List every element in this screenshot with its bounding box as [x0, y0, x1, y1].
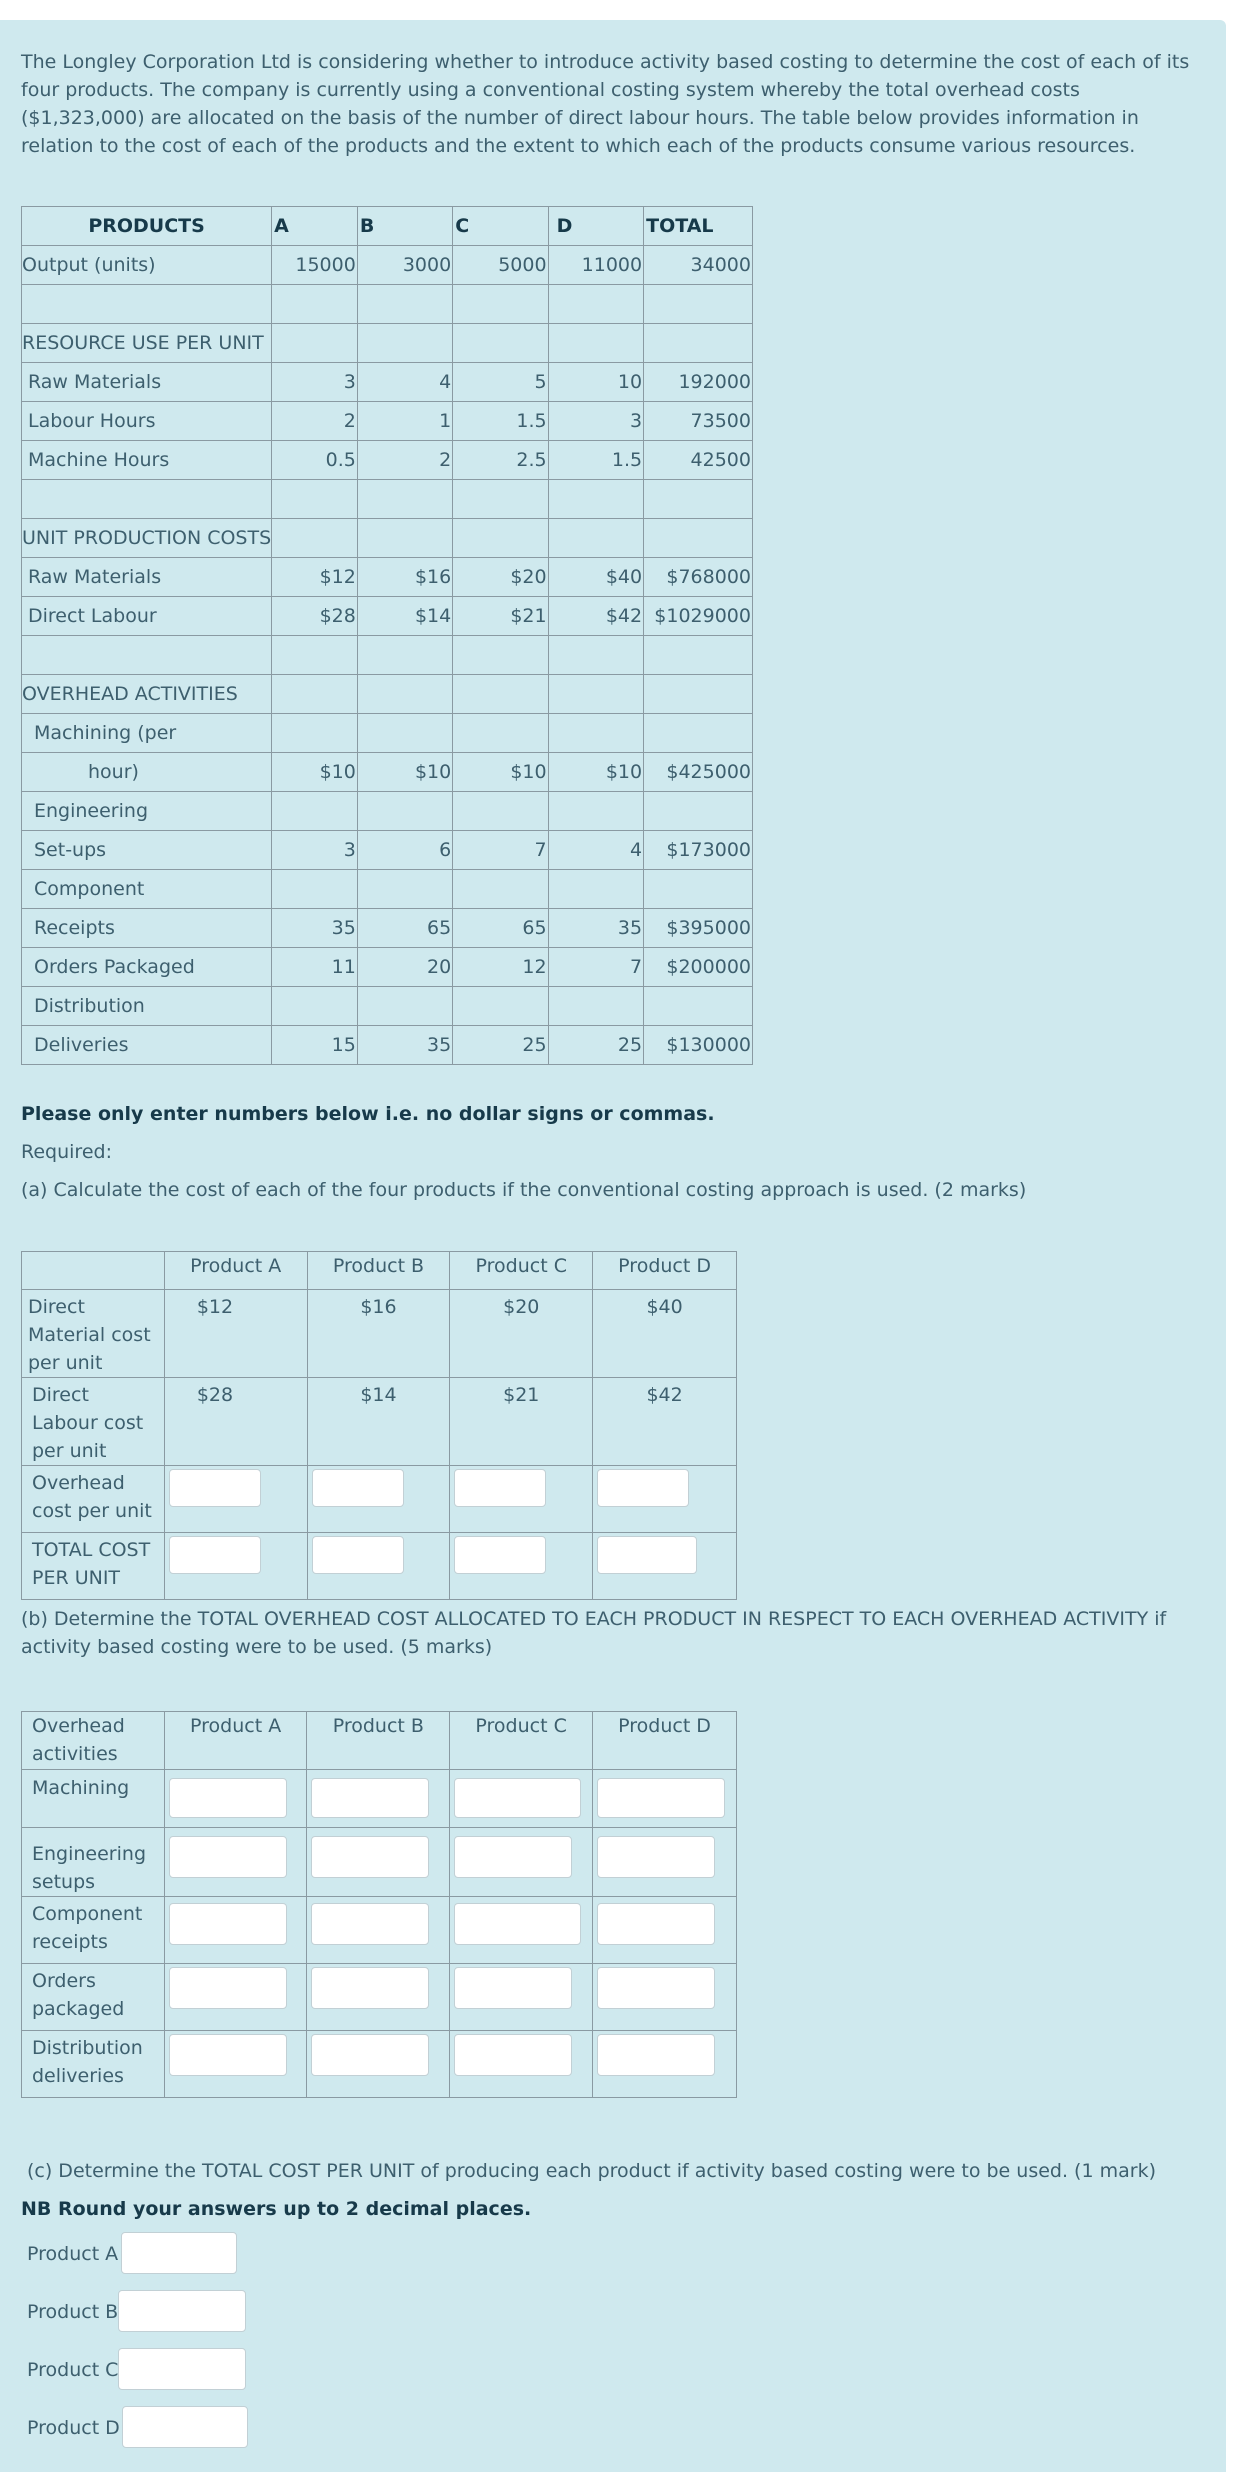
table-header-row	[22, 207, 753, 246]
table-row: hour) $10 $10 $10 $10 $425000	[22, 753, 753, 792]
header-d: D	[548, 207, 644, 246]
table-row: Receipts 35 65 65 35 $395000	[22, 909, 753, 948]
section-heading: UNIT PRODUCTION COSTS	[22, 519, 272, 558]
table-row-empty	[22, 480, 753, 519]
rounding-note: NB Round your answers up to 2 decimal places.	[21, 2198, 532, 2220]
header-c: C	[453, 207, 548, 246]
conventional-costing-table	[21, 1251, 737, 1600]
orders-b-input[interactable]	[311, 1967, 429, 2009]
question-panel: The Longley Corporation Ltd is considering whether to introduce activity based costing to determine the cost of each of its four products. The company is currently using a conventional costing system whereby the total overhead costs ($1,323,000) are allocated on the basis of the number of direct labour hours. The table below provides information in relation to the cost of each of the products and the extent to which each of the products consume various resources. PRODUCTS A B C D TOTAL Output (units) 15000 3000 5000 11000 34000 RESOURCE USE PER UNIT Raw Materials 3 4 5 10 192000 Labour Hours 2 1 1.5 3 73500 Machine Hours 0.5 2 2.5 1.5 42500 UNIT PRODUCTION COSTS Raw Materials $12 $16 $20 $40 $768000 Direct Labour $28 $14 $21 $42 $1029000 OVERHEAD ACTIVITIES Machining (per hour) $10 $10 $10 $10 $425000 Engineering Set-ups 3 6 7 4 $173000 Component Receipts 35 65 65 35 $395000 Orders Packaged 11 20 12 7 $200000 Distribution Deliveries 15 35 25 25 $130000 Please only enter numbers below i.e. no dollar signs or commas. Required: (a) Calculate the cost of each of the four products if the conventional costing approach is used. (2 marks) Product A Product B Product C Product D Direct Material cost per unit $12 $16 $20 $40 Direct Labour cost per unit $28 $14 $21 $42 Overhead cost per unit TOTAL COST PER UNIT (b) Determine the TOTAL OVERHEAD COST ALLOCATED TO EACH PRODUCT IN RESPECT TO EACH OVERHEAD ACTIVITY if activity based costing were to be used. (5 marks) Overhead activities Product A Product B Product C Product D Machining Engineering setups Component receipts Orders packaged Distribution deliveries (c) Determine the TOTAL COST PER UNIT of producing each product if activity based costing were to be used. (1 mark) NB Round your answers up to 2 decimal places. Product A Product B Product C Product D	[0, 20, 1226, 2472]
orders-d-input[interactable]	[597, 1967, 715, 2009]
machining-c-input[interactable]	[454, 1778, 581, 1818]
table-row: Machining	[22, 1770, 737, 1828]
component-d-input[interactable]	[597, 1903, 715, 1945]
overhead-b-input[interactable]	[312, 1469, 404, 1507]
table-row: Distribution deliveries	[22, 2031, 737, 2098]
engineering-b-input[interactable]	[311, 1836, 429, 1878]
abc-cost-b-input[interactable]	[118, 2290, 246, 2332]
table-row: Machining (per	[22, 714, 753, 753]
required-label: Required:	[21, 1141, 112, 1163]
table-row: Labour Hours 2 1 1.5 3 73500	[22, 402, 753, 441]
table-row: Set-ups 3 6 7 4 $173000	[22, 831, 753, 870]
table-header-row: Product A Product B Product C Product D	[22, 1252, 737, 1290]
machining-a-input[interactable]	[169, 1778, 287, 1818]
component-a-input[interactable]	[169, 1903, 287, 1945]
total-cost-a-input[interactable]	[169, 1536, 261, 1574]
table-row: Orders Packaged 11 20 12 7 $200000	[22, 948, 753, 987]
table-row: Component receipts	[22, 1897, 737, 1964]
section-heading: OVERHEAD ACTIVITIES	[22, 675, 272, 714]
distribution-c-input[interactable]	[454, 2034, 572, 2076]
total-cost-d-input[interactable]	[597, 1536, 697, 1574]
table-row: Overhead cost per unit	[22, 1466, 737, 1533]
engineering-c-input[interactable]	[454, 1836, 572, 1878]
table-row: Direct Labour cost per unit $28 $14 $21 $42	[22, 1378, 737, 1466]
table-row	[22, 675, 753, 714]
header-a: A	[272, 207, 358, 246]
table-row: Component	[22, 870, 753, 909]
abc-cost-a-input[interactable]	[121, 2232, 237, 2274]
engineering-a-input[interactable]	[169, 1836, 287, 1878]
table-row: Engineering setups	[22, 1828, 737, 1897]
abc-cost-c-input[interactable]	[118, 2348, 246, 2390]
table-row-empty	[22, 285, 753, 324]
header-products: PRODUCTS	[22, 207, 272, 246]
question-c: (c) Determine the TOTAL COST PER UNIT of producing each product if activity based costing were to be used. (1 mark)	[27, 2160, 1156, 2182]
distribution-b-input[interactable]	[311, 2034, 429, 2076]
table-row: TOTAL COST PER UNIT	[22, 1533, 737, 1600]
intro-text: The Longley Corporation Ltd is considering whether to introduce activity based costing to determine the cost of each of its four products. The company is currently using a conventional costing system whereby the total overhead costs ($1,323,000) are allocated on the basis of the number of direct labour hours. The table below provides information in relation to the cost of each of the products and the extent to which each of the products consume various resources.	[21, 51, 1190, 157]
table-header-row: Overhead activities Product A Product B Product C Product D	[22, 1712, 737, 1770]
overhead-d-input[interactable]	[597, 1469, 689, 1507]
total-cost-b-input[interactable]	[312, 1536, 404, 1574]
header-total: TOTAL	[644, 207, 753, 246]
machining-d-input[interactable]	[597, 1778, 725, 1818]
distribution-a-input[interactable]	[169, 2034, 287, 2076]
overhead-a-input[interactable]	[169, 1469, 261, 1507]
section-heading: RESOURCE USE PER UNIT	[22, 324, 272, 363]
instruction-note: Please only enter numbers below i.e. no dollar signs or commas.	[21, 1103, 715, 1125]
table-row: Direct Labour $28 $14 $21 $42 $1029000	[22, 597, 753, 636]
abc-overhead-table	[21, 1711, 737, 2098]
engineering-d-input[interactable]	[597, 1836, 715, 1878]
total-cost-c-input[interactable]	[454, 1536, 546, 1574]
orders-c-input[interactable]	[454, 1967, 572, 2009]
resource-table	[21, 206, 753, 1065]
row-label: Output (units)	[22, 246, 272, 285]
orders-a-input[interactable]	[169, 1967, 287, 2009]
table-row: Output (units) 15000 3000 5000 11000 34000	[22, 246, 753, 285]
header-b: B	[357, 207, 452, 246]
table-row: Raw Materials 3 4 5 10 192000	[22, 363, 753, 402]
table-row: Distribution	[22, 987, 753, 1026]
machining-b-input[interactable]	[311, 1778, 429, 1818]
overhead-c-input[interactable]	[454, 1469, 546, 1507]
table-row	[22, 324, 753, 363]
table-row: Orders packaged	[22, 1964, 737, 2031]
abc-cost-d-input[interactable]	[122, 2406, 248, 2448]
component-b-input[interactable]	[311, 1903, 429, 1945]
table-row: Machine Hours 0.5 2 2.5 1.5 42500	[22, 441, 753, 480]
distribution-d-input[interactable]	[597, 2034, 715, 2076]
question-b: (b) Determine the TOTAL OVERHEAD COST ALLOCATED TO EACH PRODUCT IN RESPECT TO EACH OVERHEAD ACTIVITY if activity based costing were to be used. (5 marks)	[21, 1608, 1167, 1658]
table-row: Engineering	[22, 792, 753, 831]
table-row-empty	[22, 636, 753, 675]
question-a: (a) Calculate the cost of each of the four products if the conventional costing approach is used. (2 marks)	[21, 1179, 1027, 1201]
table-row	[22, 519, 753, 558]
table-row: Direct Material cost per unit $12 $16 $20 $40	[22, 1290, 737, 1378]
component-c-input[interactable]	[454, 1903, 581, 1945]
table-row: Deliveries 15 35 25 25 $130000	[22, 1026, 753, 1065]
table-row: Raw Materials $12 $16 $20 $40 $768000	[22, 558, 753, 597]
